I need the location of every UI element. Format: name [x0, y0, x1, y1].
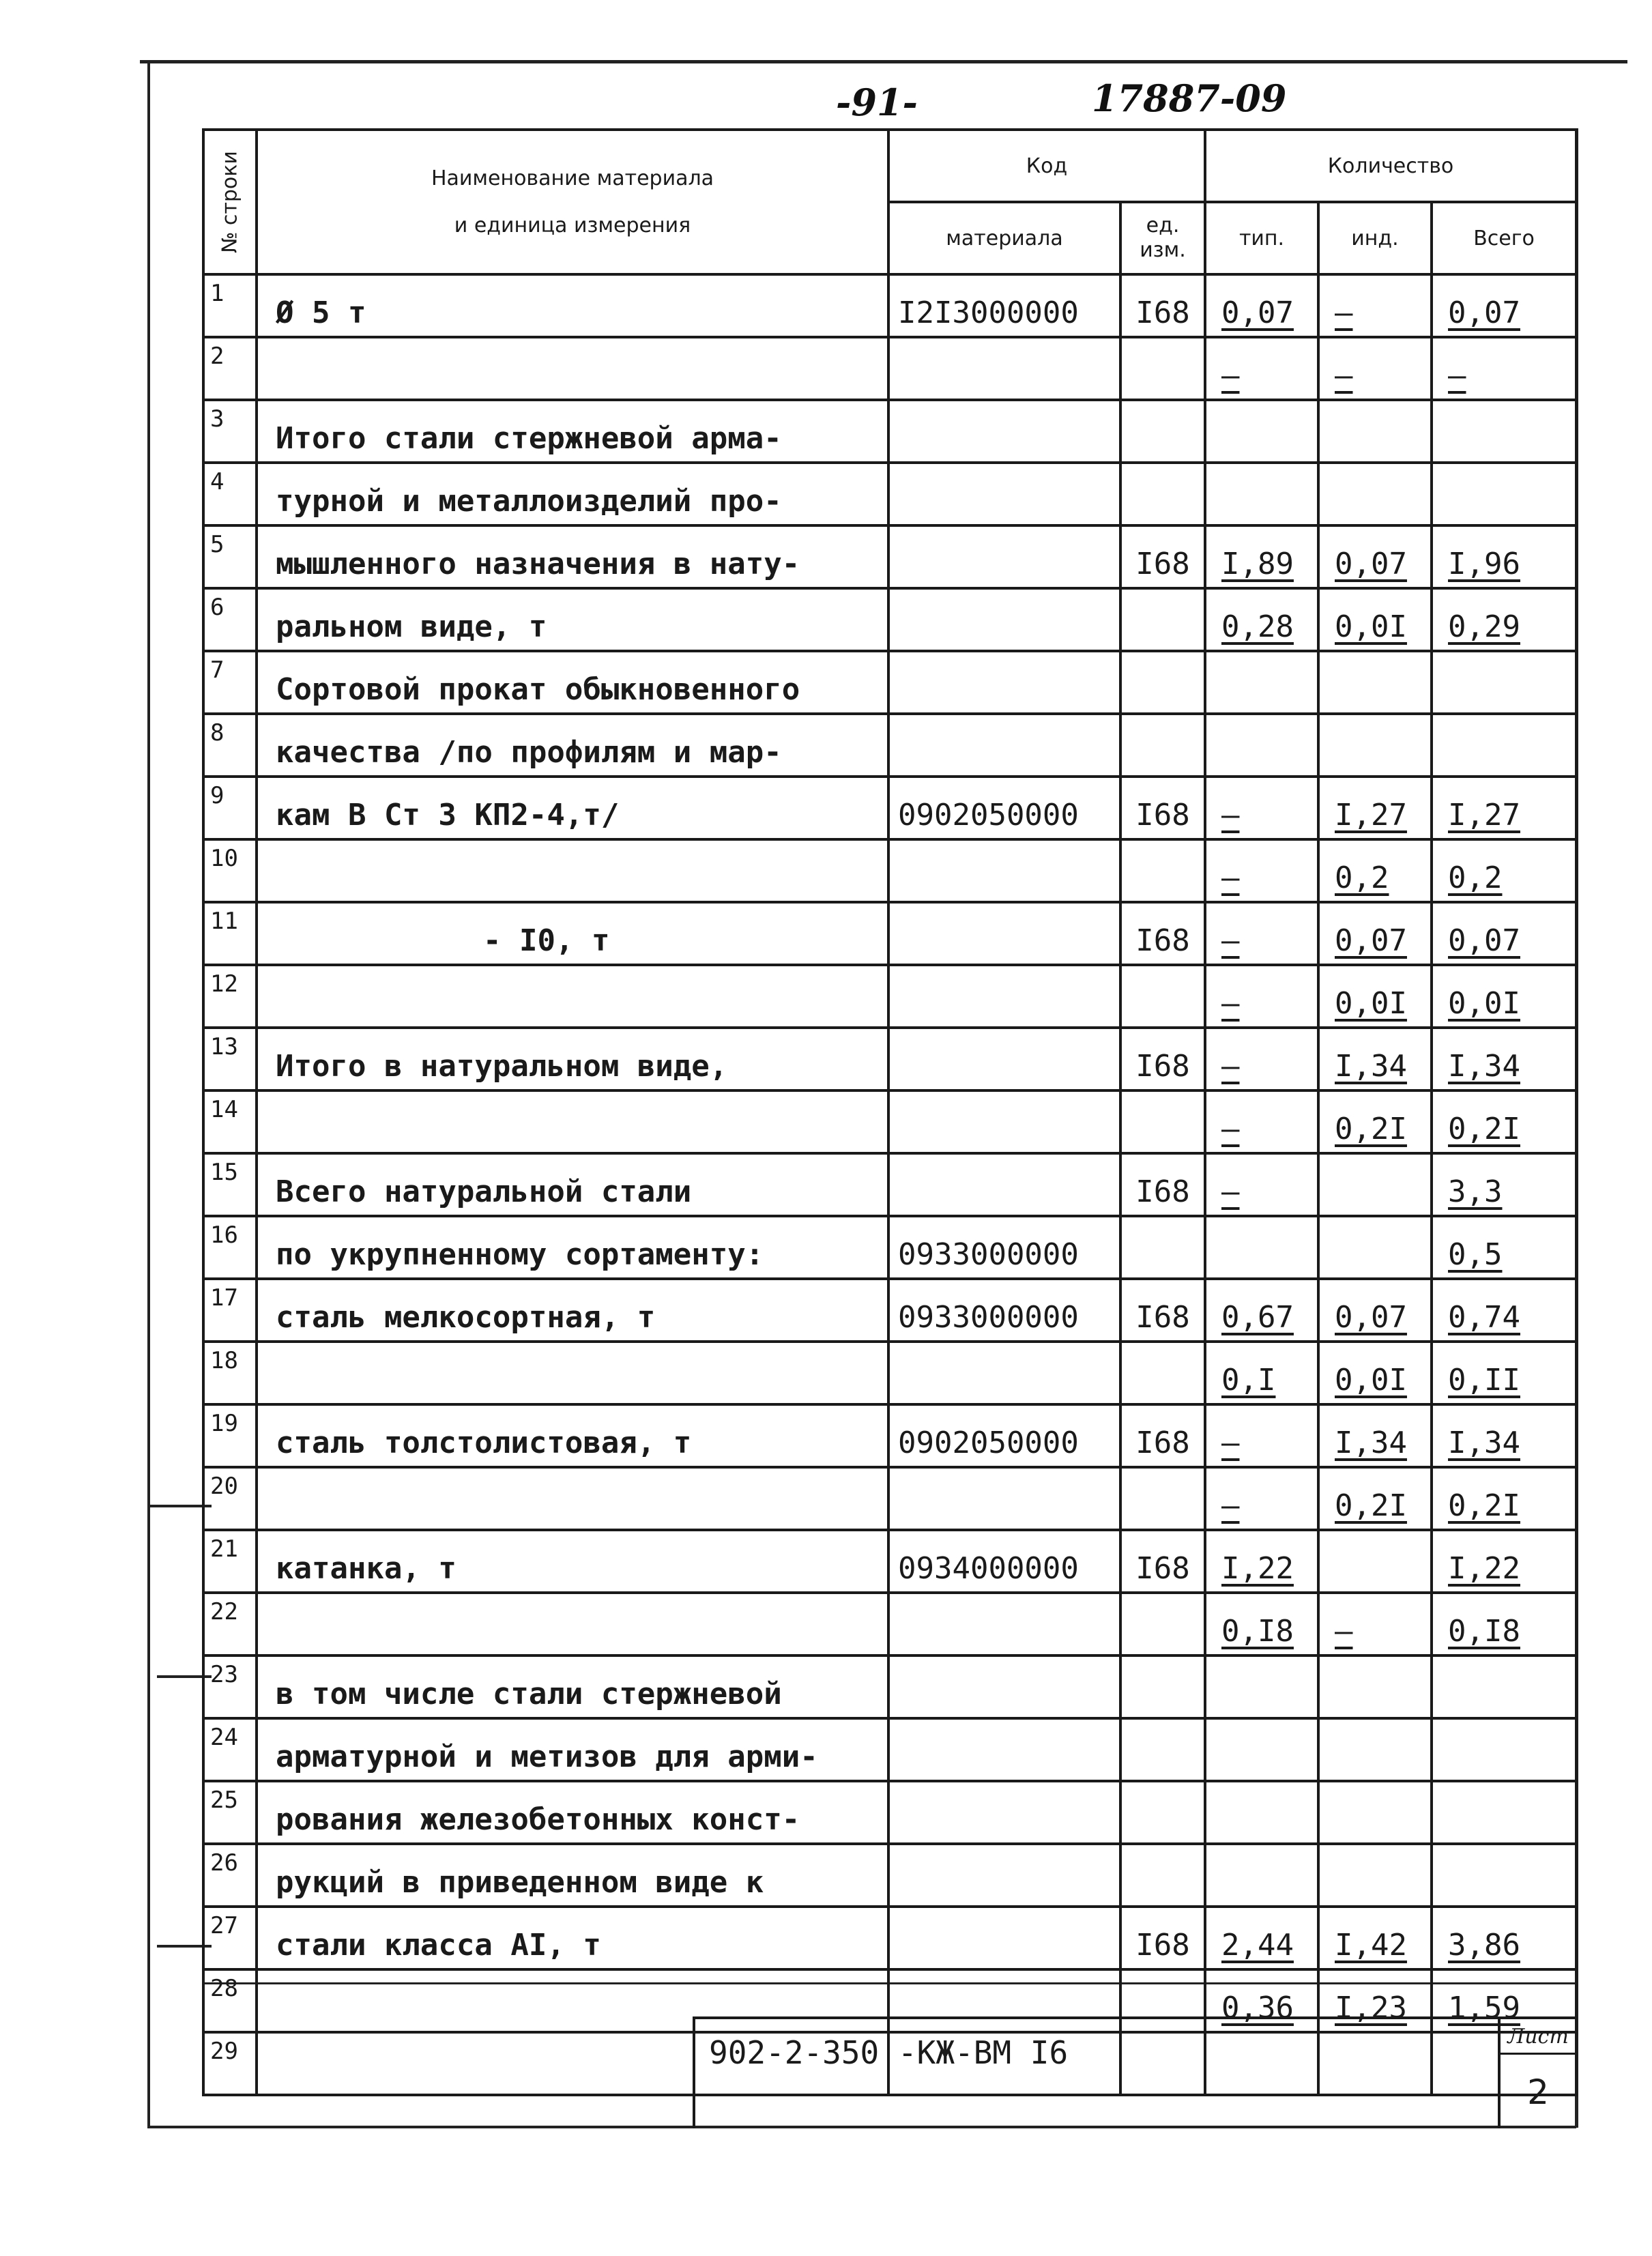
material-code	[888, 1907, 1120, 1969]
qty-individual: I,27	[1318, 777, 1432, 839]
header-quantity: Количество	[1205, 130, 1576, 202]
material-name: ральном виде, т	[257, 588, 888, 651]
unit-code	[1120, 1718, 1205, 1781]
unit-code: I68	[1120, 777, 1205, 839]
row-number: 19	[203, 1404, 257, 1467]
qty-typical: –	[1205, 1467, 1318, 1530]
qty-typical	[1205, 1655, 1318, 1718]
header-code-material: материала	[888, 202, 1120, 274]
qty-total: 0,29	[1432, 588, 1576, 651]
row-number: 27	[203, 1907, 257, 1969]
row-number: 9	[203, 777, 257, 839]
qty-total: 0,I8	[1432, 1593, 1576, 1655]
unit-code	[1120, 965, 1205, 1028]
qty-typical: 0,I	[1205, 1342, 1318, 1404]
table-row	[203, 1844, 1576, 1907]
qty-typical: –	[1205, 965, 1318, 1028]
row-number: 5	[203, 525, 257, 588]
qty-individual: –	[1318, 337, 1432, 400]
material-code	[888, 588, 1120, 651]
qty-typical	[1205, 1844, 1318, 1907]
qty-individual: 0,0I	[1318, 1342, 1432, 1404]
material-code	[888, 1153, 1120, 1216]
qty-total: 0,2	[1432, 839, 1576, 902]
row-number: 28	[203, 1969, 257, 2032]
qty-total: 0,07	[1432, 274, 1576, 337]
row-number: 11	[203, 902, 257, 965]
frame-top-line	[140, 60, 1627, 63]
qty-typical: –	[1205, 337, 1318, 400]
unit-code: I68	[1120, 1404, 1205, 1467]
qty-individual	[1318, 1530, 1432, 1593]
row-number: 25	[203, 1781, 257, 1844]
qty-typical: 2,44	[1205, 1907, 1318, 1969]
table-row	[203, 839, 1576, 902]
qty-individual: 0,2	[1318, 839, 1432, 902]
qty-individual	[1318, 1844, 1432, 1907]
qty-individual: 0,2I	[1318, 1090, 1432, 1153]
table-row	[203, 1907, 1576, 1969]
unit-code	[1120, 463, 1205, 525]
unit-code	[1120, 1844, 1205, 1907]
row-number: 13	[203, 1028, 257, 1090]
qty-total	[1432, 1655, 1576, 1718]
qty-total: 0,0I	[1432, 965, 1576, 1028]
qty-typical: I,22	[1205, 1530, 1318, 1593]
qty-total: 0,II	[1432, 1342, 1576, 1404]
unit-code	[1120, 651, 1205, 714]
material-name: - I0, т	[257, 902, 888, 965]
row-number: 24	[203, 1718, 257, 1781]
row-number: 4	[203, 463, 257, 525]
table-row	[203, 1216, 1576, 1279]
header-q-total: Всего	[1432, 202, 1576, 274]
qty-typical: –	[1205, 1090, 1318, 1153]
table-row	[203, 588, 1576, 651]
material-code	[888, 337, 1120, 400]
unit-code: I68	[1120, 525, 1205, 588]
material-name: по укрупненному сортаменту:	[257, 1216, 888, 1279]
qty-individual	[1318, 1655, 1432, 1718]
unit-code	[1120, 337, 1205, 400]
header-code: Код	[888, 130, 1205, 202]
material-name: мышленного назначения в нату-	[257, 525, 888, 588]
qty-total	[1432, 1718, 1576, 1781]
material-name	[257, 1593, 888, 1655]
qty-individual: I,23	[1318, 1969, 1432, 2032]
table-row	[203, 1090, 1576, 1153]
material-code: 0902050000	[888, 777, 1120, 839]
material-name	[257, 337, 888, 400]
material-name: Итого в натуральном виде,	[257, 1028, 888, 1090]
row-number: 20	[203, 1467, 257, 1530]
header-material-name: Наименование материала и единица измерения	[257, 130, 888, 274]
row-number: 2	[203, 337, 257, 400]
unit-code	[1120, 588, 1205, 651]
qty-total: 3,3	[1432, 1153, 1576, 1216]
material-name	[257, 1342, 888, 1404]
document-code: 902-2-350 -КЖ-ВМ I6	[709, 2034, 1069, 2071]
qty-individual: I,34	[1318, 1404, 1432, 1467]
material-code	[888, 463, 1120, 525]
qty-typical	[1205, 1781, 1318, 1844]
material-code	[888, 651, 1120, 714]
qty-typical	[1205, 463, 1318, 525]
qty-individual	[1318, 714, 1432, 777]
qty-typical: –	[1205, 1404, 1318, 1467]
qty-individual: 0,07	[1318, 902, 1432, 965]
qty-total	[1432, 651, 1576, 714]
qty-typical	[1205, 1718, 1318, 1781]
qty-individual	[1318, 651, 1432, 714]
qty-typical: 0,36	[1205, 1969, 1318, 2032]
header-row-number: № строки	[203, 130, 257, 274]
table-row	[203, 651, 1576, 714]
row-number: 21	[203, 1530, 257, 1593]
material-code	[888, 400, 1120, 463]
sheet-number: 2	[1527, 2072, 1549, 2112]
row-number: 7	[203, 651, 257, 714]
material-name	[257, 839, 888, 902]
qty-individual: –	[1318, 1593, 1432, 1655]
table-row	[203, 965, 1576, 1028]
qty-individual: 0,0I	[1318, 588, 1432, 651]
material-name: рукций в приведенном виде к	[257, 1844, 888, 1907]
material-name: катанка, т	[257, 1530, 888, 1593]
unit-code	[1120, 1090, 1205, 1153]
table-row	[203, 1593, 1576, 1655]
unit-code	[1120, 1593, 1205, 1655]
title-block	[693, 2016, 1576, 2128]
material-name: Всего натуральной стали	[257, 1153, 888, 1216]
material-name: Ø 5 т	[257, 274, 888, 337]
qty-typical: –	[1205, 839, 1318, 902]
qty-total: 0,07	[1432, 902, 1576, 965]
header-q-typical: тип.	[1205, 202, 1318, 274]
row-number: 12	[203, 965, 257, 1028]
qty-individual: 0,2I	[1318, 1467, 1432, 1530]
unit-code	[1120, 714, 1205, 777]
material-code	[888, 1718, 1120, 1781]
unit-code	[1120, 400, 1205, 463]
material-name: арматурной и метизов для арми-	[257, 1718, 888, 1781]
header-q-individual: инд.	[1318, 202, 1432, 274]
qty-individual	[1318, 1153, 1432, 1216]
material-code	[888, 965, 1120, 1028]
material-code	[888, 1593, 1120, 1655]
table-row	[203, 902, 1576, 965]
table-row	[203, 1467, 1576, 1530]
material-name: турной и металлоизделий про-	[257, 463, 888, 525]
header-code-unit: ед. изм.	[1120, 202, 1205, 274]
table-row	[203, 525, 1576, 588]
unit-code: I68	[1120, 1279, 1205, 1342]
row-number: 1	[203, 274, 257, 337]
qty-total: I,27	[1432, 777, 1576, 839]
material-code	[888, 1467, 1120, 1530]
unit-code	[1120, 1655, 1205, 1718]
sheet-marker: -91-	[836, 81, 918, 124]
unit-code	[1120, 1216, 1205, 1279]
qty-typical: –	[1205, 902, 1318, 965]
material-name: Сортовой прокат обыкновенного	[257, 651, 888, 714]
unit-code: I68	[1120, 1530, 1205, 1593]
material-code	[888, 839, 1120, 902]
qty-typical: –	[1205, 1028, 1318, 1090]
material-code	[888, 1028, 1120, 1090]
qty-total: I,34	[1432, 1028, 1576, 1090]
qty-typical	[1205, 400, 1318, 463]
qty-total: I,96	[1432, 525, 1576, 588]
table-row	[203, 1781, 1576, 1844]
unit-code	[1120, 839, 1205, 902]
material-name: рования железобетонных конст-	[257, 1781, 888, 1844]
qty-total: –	[1432, 337, 1576, 400]
row-number: 17	[203, 1279, 257, 1342]
frame-left-line	[147, 60, 150, 2128]
qty-individual: 0,07	[1318, 1279, 1432, 1342]
material-name: сталь толстолистовая, т	[257, 1404, 888, 1467]
qty-individual: 0,0I	[1318, 965, 1432, 1028]
material-code	[888, 714, 1120, 777]
row-number: 23	[203, 1655, 257, 1718]
qty-individual: I,34	[1318, 1028, 1432, 1090]
qty-typical: –	[1205, 777, 1318, 839]
material-code	[888, 1844, 1120, 1907]
qty-total	[1432, 1844, 1576, 1907]
table-row	[203, 1153, 1576, 1216]
row-number: 3	[203, 400, 257, 463]
qty-total: I,22	[1432, 1530, 1576, 1593]
material-code	[888, 1655, 1120, 1718]
unit-code	[1120, 1781, 1205, 1844]
qty-individual	[1318, 1216, 1432, 1279]
material-code	[888, 902, 1120, 965]
qty-typical	[1205, 1216, 1318, 1279]
qty-total: 0,2I	[1432, 1467, 1576, 1530]
qty-total: I,34	[1432, 1404, 1576, 1467]
unit-code: I68	[1120, 902, 1205, 965]
qty-total	[1432, 400, 1576, 463]
material-code	[888, 525, 1120, 588]
qty-individual	[1318, 463, 1432, 525]
qty-total: 3,86	[1432, 1907, 1576, 1969]
table-row	[203, 1279, 1576, 1342]
qty-total: 0,2I	[1432, 1090, 1576, 1153]
qty-typical: 0,07	[1205, 274, 1318, 337]
qty-typical: 0,28	[1205, 588, 1318, 651]
qty-total: 0,74	[1432, 1279, 1576, 1342]
table-row	[203, 777, 1576, 839]
material-name: стали класса АI, т	[257, 1907, 888, 1969]
qty-total	[1432, 1781, 1576, 1844]
qty-individual	[1318, 400, 1432, 463]
qty-individual: 0,07	[1318, 525, 1432, 588]
table-row	[203, 337, 1576, 400]
material-code: 0933000000	[888, 1279, 1120, 1342]
material-code	[888, 1342, 1120, 1404]
table-row	[203, 714, 1576, 777]
inventory-number: 17887-09	[1092, 76, 1287, 120]
row-number: 22	[203, 1593, 257, 1655]
material-name: кам В Ст 3 КП2-4,т/	[257, 777, 888, 839]
material-name	[257, 1090, 888, 1153]
table-row	[203, 1655, 1576, 1718]
row-number: 10	[203, 839, 257, 902]
unit-code: I68	[1120, 1153, 1205, 1216]
qty-total: 0,5	[1432, 1216, 1576, 1279]
sheet-label: Лист	[1501, 2025, 1576, 2055]
row-number: 18	[203, 1342, 257, 1404]
material-code	[888, 1090, 1120, 1153]
table-row	[203, 274, 1576, 337]
qty-individual	[1318, 1718, 1432, 1781]
qty-typical	[1205, 714, 1318, 777]
material-name	[257, 965, 888, 1028]
qty-typical: I,89	[1205, 525, 1318, 588]
table-row	[203, 1028, 1576, 1090]
table-row	[203, 1342, 1576, 1404]
qty-total: 1,59	[1432, 1969, 1576, 2032]
unit-code: I68	[1120, 1028, 1205, 1090]
qty-typical: 0,I8	[1205, 1593, 1318, 1655]
qty-individual: –	[1318, 274, 1432, 337]
material-code	[888, 1781, 1120, 1844]
table-row	[203, 1404, 1576, 1467]
row-number: 26	[203, 1844, 257, 1907]
qty-typical: 0,67	[1205, 1279, 1318, 1342]
unit-code	[1120, 1467, 1205, 1530]
row-number: 29	[203, 2032, 257, 2095]
material-code: 0902050000	[888, 1404, 1120, 1467]
qty-typical	[1205, 651, 1318, 714]
qty-individual: I,42	[1318, 1907, 1432, 1969]
qty-total	[1432, 463, 1576, 525]
sheet-box	[1498, 2019, 1576, 2128]
table-row	[203, 1718, 1576, 1781]
material-code: 0934000000	[888, 1530, 1120, 1593]
material-code: 0933000000	[888, 1216, 1120, 1279]
qty-individual	[1318, 1781, 1432, 1844]
row-number: 15	[203, 1153, 257, 1216]
table-row	[203, 463, 1576, 525]
material-name: качества /по профилям и мар-	[257, 714, 888, 777]
material-name: в том числе стали стержневой	[257, 1655, 888, 1718]
table-row	[203, 400, 1576, 463]
material-name	[257, 1467, 888, 1530]
material-name: Итого стали стержневой арма-	[257, 400, 888, 463]
unit-code: I68	[1120, 1907, 1205, 1969]
row-number: 14	[203, 1090, 257, 1153]
row-number: 6	[203, 588, 257, 651]
material-code: I2I3000000	[888, 274, 1120, 337]
row-number: 16	[203, 1216, 257, 1279]
unit-code: I68	[1120, 274, 1205, 337]
materials-table	[202, 128, 1578, 2096]
row-number: 8	[203, 714, 257, 777]
table-row	[203, 1530, 1576, 1593]
unit-code	[1120, 1342, 1205, 1404]
qty-total	[1432, 714, 1576, 777]
material-name: сталь мелкосортная, т	[257, 1279, 888, 1342]
qty-typical: –	[1205, 1153, 1318, 1216]
